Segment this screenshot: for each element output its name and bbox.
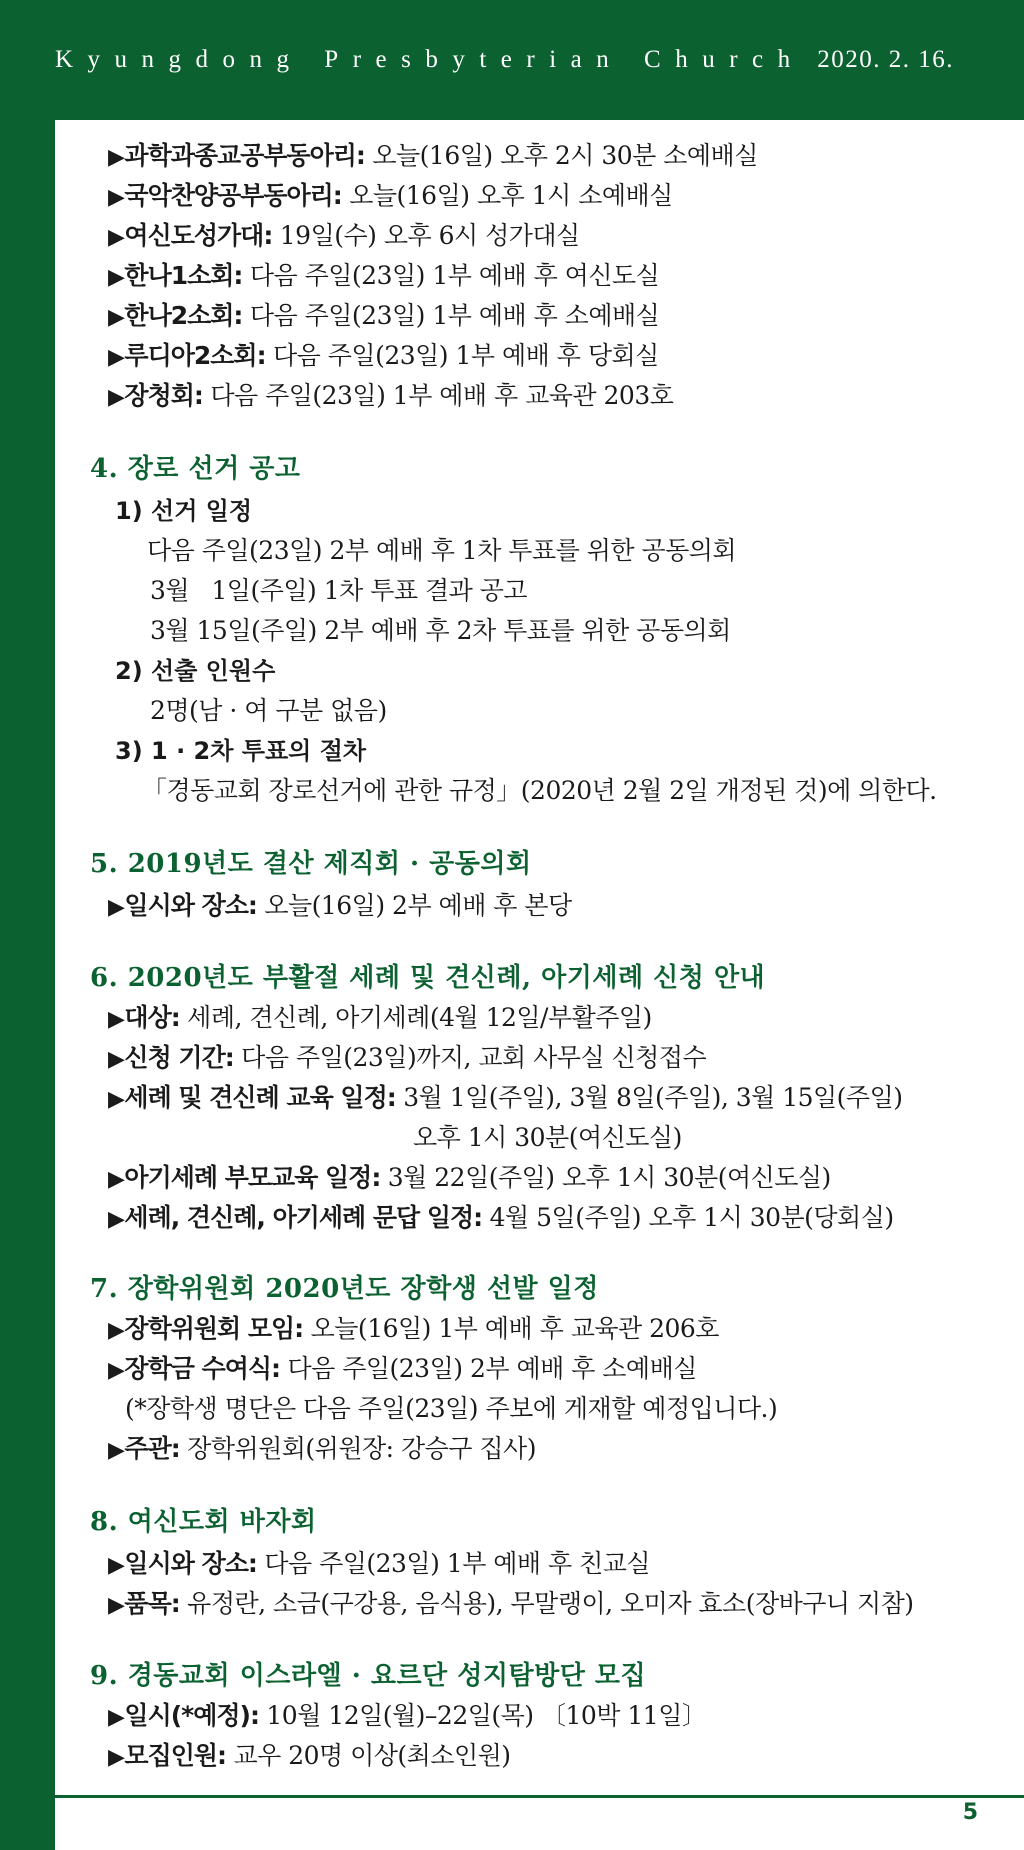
list-item: ▶모집인원: 교우 20명 이상(최소인원) <box>108 1741 511 1770</box>
bullet-arrow-icon: ▶ <box>108 185 125 210</box>
bullet-arrow-icon: ▶ <box>108 1047 125 1072</box>
list-item: ▶대상: 세례, 견신례, 아기세례(4월 12일/부활주일) <box>108 1003 652 1032</box>
subheading: 3) 1 · 2차 투표의 절차 <box>115 737 367 765</box>
list-item: ▶루디아2소회: 다음 주일(23일) 1부 예배 후 당회실 <box>108 341 659 370</box>
list-item: ▶아기세례 부모교육 일정: 3월 22일(주일) 오후 1시 30분(여신도실) <box>108 1163 831 1192</box>
section-title-8: 8. 여신도회 바자회 <box>90 1507 317 1537</box>
section-title-4: 4. 장로 선거 공고 <box>90 454 301 484</box>
bullet-arrow-icon: ▶ <box>108 1705 125 1730</box>
bullet-arrow-icon: ▶ <box>108 345 125 370</box>
list-item: ▶일시와 장소: 오늘(16일) 2부 예배 후 본당 <box>108 891 572 920</box>
schedule-line: 3월 1일(주일) 1차 투표 결과 공고 <box>150 576 528 605</box>
bullet-arrow-icon: ▶ <box>108 1167 125 1192</box>
list-item: ▶장청회: 다음 주일(23일) 1부 예배 후 교육관 203호 <box>108 381 674 410</box>
list-item: ▶신청 기간: 다음 주일(23일)까지, 교회 사무실 신청접수 <box>108 1043 707 1072</box>
bullet-arrow-icon: ▶ <box>108 225 125 250</box>
list-item: ▶장학금 수여식: 다음 주일(23일) 2부 예배 후 소예배실 <box>108 1354 697 1383</box>
page-number: 5 <box>962 1800 978 1825</box>
bullet-arrow-icon: ▶ <box>108 1318 125 1343</box>
list-item: ▶주관: 장학위원회(위원장: 강승구 집사) <box>108 1434 536 1463</box>
list-item: ▶한나1소회: 다음 주일(23일) 1부 예배 후 여신도실 <box>108 261 660 290</box>
subheading: 1) 선거 일정 <box>115 497 253 525</box>
list-item: ▶세례, 견신례, 아기세례 문답 일정: 4월 5일(주일) 오후 1시 30분(당회실) <box>108 1203 894 1232</box>
bullet-arrow-icon: ▶ <box>108 1358 125 1383</box>
bullet-arrow-icon: ▶ <box>108 1007 125 1032</box>
bullet-arrow-icon: ▶ <box>108 1438 125 1463</box>
bullet-arrow-icon: ▶ <box>108 1593 125 1618</box>
continuation-line: 오후 1시 30분(여신도실) <box>413 1123 682 1152</box>
footer-rule <box>55 1795 1024 1798</box>
church-name: Kyungdong Presbyterian Church <box>55 46 805 73</box>
bullet-arrow-icon: ▶ <box>108 1087 125 1112</box>
note-line: (*장학생 명단은 다음 주일(23일) 주보에 게재할 예정입니다.) <box>125 1394 778 1423</box>
list-item: ▶국악찬양공부동아리: 오늘(16일) 오후 1시 소예배실 <box>108 181 673 210</box>
text-line: 2명(남 · 여 구분 없음) <box>150 696 387 725</box>
bullet-arrow-icon: ▶ <box>108 1207 125 1232</box>
list-item: ▶한나2소회: 다음 주일(23일) 1부 예배 후 소예배실 <box>108 301 660 330</box>
list-item: ▶일시와 장소: 다음 주일(23일) 1부 예배 후 친교실 <box>108 1549 651 1578</box>
section-title-5: 5. 2019년도 결산 제직회 · 공동의회 <box>90 849 532 879</box>
bullet-arrow-icon: ▶ <box>108 385 125 410</box>
section-title-7: 7. 장학위원회 2020년도 장학생 선발 일정 <box>90 1274 599 1304</box>
list-item: ▶장학위원회 모임: 오늘(16일) 1부 예배 후 교육관 206호 <box>108 1314 719 1343</box>
bulletin-date: 2020. 2. 16. <box>817 46 954 73</box>
bullet-arrow-icon: ▶ <box>108 895 125 920</box>
list-item: ▶과학과종교공부동아리: 오늘(16일) 오후 2시 30분 소예배실 <box>108 141 758 170</box>
bullet-arrow-icon: ▶ <box>108 265 125 290</box>
section-title-9: 9. 경동교회 이스라엘 · 요르단 성지탐방단 모집 <box>90 1661 647 1691</box>
subheading: 2) 선출 인원수 <box>115 657 276 685</box>
text-line: 「경동교회 장로선거에 관한 규정」(2020년 2월 2일 개정된 것)에 의한다. <box>142 776 937 805</box>
bullet-arrow-icon: ▶ <box>108 145 125 170</box>
list-item: ▶여신도성가대: 19일(수) 오후 6시 성가대실 <box>108 221 580 250</box>
list-item: ▶일시(*예정): 10월 12일(월)–22일(목) 〔10박 11일〕 <box>108 1701 707 1730</box>
bullet-arrow-icon: ▶ <box>108 1553 125 1578</box>
schedule-line: 3월 15일(주일) 2부 예배 후 2차 투표를 위한 공동의회 <box>150 616 731 645</box>
bullet-arrow-icon: ▶ <box>108 305 125 330</box>
bullet-arrow-icon: ▶ <box>108 1745 125 1770</box>
section-title-6: 6. 2020년도 부활절 세례 및 견신례, 아기세례 신청 안내 <box>90 963 766 993</box>
schedule-line: 다음 주일(23일) 2부 예배 후 1차 투표를 위한 공동의회 <box>147 536 737 565</box>
list-item: ▶세례 및 견신례 교육 일정: 3월 1일(주일), 3월 8일(주일), 3월 15일(주일) <box>108 1083 903 1112</box>
list-item: ▶품목: 유정란, 소금(구강용, 음식용), 무말랭이, 오미자 효소(장바구니 지참) <box>108 1589 914 1618</box>
